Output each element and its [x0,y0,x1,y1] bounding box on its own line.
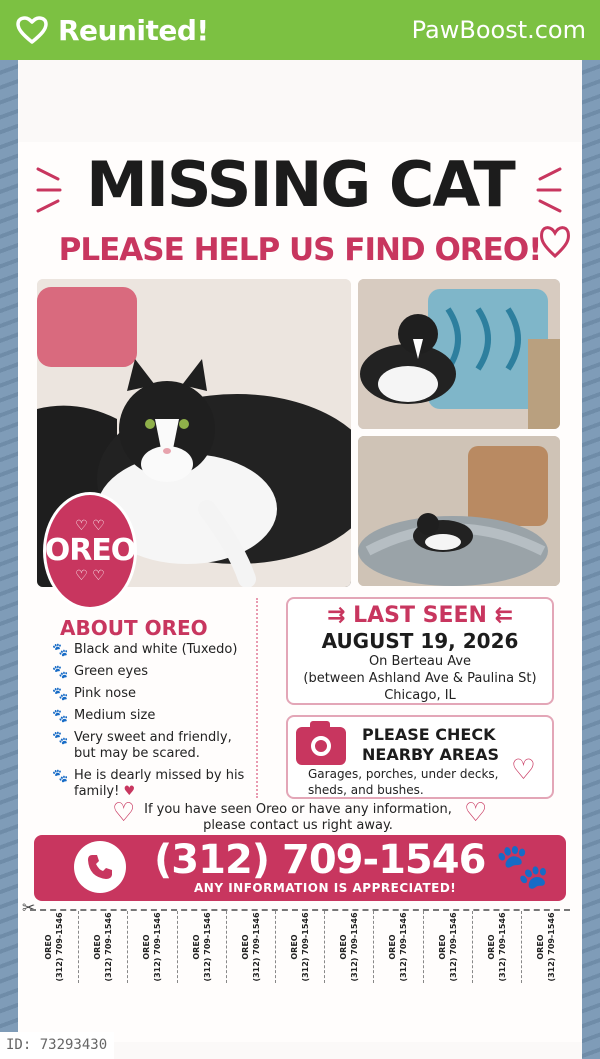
tear-off-tab [473,911,522,983]
list-item [50,708,250,724]
tab-text: OREO (312) 709-1546 [535,912,556,982]
tab-text: OREO (312) 709-1546 [437,912,458,982]
phone-icon [74,841,126,893]
tab-text: OREO (312) 709-1546 [44,912,65,982]
scissors-icon: ✂ [22,898,36,917]
heart-outline-icon: ♡ [112,798,136,828]
rays-icon: ⇇ [486,603,514,628]
tab-text: OREO (312) 709-1546 [290,912,311,982]
tab-text: OREO (312) 709-1546 [339,912,360,982]
paw-icon: 🐾 [52,665,69,680]
about-heading: ABOUT OREO [60,616,208,640]
list-item [50,730,250,762]
phone-number: (312) 709-1546 [154,837,486,883]
about-item-text: He is dearly missed by his family! [74,768,245,799]
tear-off-tab [79,911,128,983]
tear-off-tab [325,911,374,983]
site-logo[interactable]: PawBoost.com [411,16,586,44]
paw-icon: 🐾 [495,841,550,892]
tear-off-tabs [30,909,570,981]
heart-outline-icon [16,16,48,44]
top-banner [0,0,600,60]
about-item-text: Green eyes [74,664,148,679]
paw-icon: 🐾 [52,709,69,724]
flyer-title: MISSING CAT [86,148,514,221]
last-seen-street: On Berteau Ave [368,654,472,669]
cat-photo-couch [358,279,560,429]
about-list [50,642,250,806]
last-seen-city: Chicago, IL [384,688,456,703]
check-areas-box [286,715,554,799]
list-item [50,686,250,702]
last-seen-box [286,597,554,705]
heart-outline-icon [538,220,572,260]
about-item-text: Very sweet and friendly, but may be scared. [74,730,232,761]
about-item-text: Medium size [74,708,156,723]
right-pattern-strip [582,60,600,1059]
paw-icon: 🐾 [52,643,69,658]
tab-text: OREO (312) 709-1546 [388,912,409,982]
about-item-text: Pink nose [74,686,137,701]
check-areas-details: Garages, porches, under decks, sheds, and bushes. [308,767,499,797]
tab-text: OREO (312) 709-1546 [142,912,163,982]
tear-off-tab [178,911,227,983]
check-areas-heading: PLEASE CHECK NEARBY AREAS [362,725,500,764]
list-item [50,642,250,658]
tear-off-tab [374,911,423,983]
photo-id-label: ID: 73293430 [0,1032,114,1059]
paw-icon: 🐾 [52,769,69,784]
flyer-image [18,60,582,1059]
last-seen-cross-streets: (between Ashland Ave & Paulina St) [303,671,537,686]
tab-text: OREO (312) 709-1546 [240,912,261,982]
tab-text: OREO (312) 709-1546 [486,912,507,982]
reunited-label-group [16,14,209,47]
about-item-text: Black and white (Tuxedo) [74,642,238,657]
phone-subtext: ANY INFORMATION IS APPRECIATED! [194,881,457,895]
rays-icon: ⇉ [326,603,354,628]
left-pattern-strip [0,60,18,1059]
badge-name: OREO [44,533,136,568]
contact-note: If you have seen Oreo or have any information, please contact us right away. [144,802,452,833]
phone-banner [34,835,566,901]
heart-icon: ♥ [123,784,136,799]
cat-photo-blanket [358,436,560,586]
tear-off-tab [227,911,276,983]
tab-text: OREO (312) 709-1546 [191,912,212,982]
paw-icon: 🐾 [52,731,69,746]
paw-icon: 🐾 [52,687,69,702]
oreo-name-badge [43,492,137,610]
tear-off-tab [30,911,79,983]
camera-icon [296,727,346,765]
tear-off-tab [128,911,177,983]
heart-icon: ♡ ♡ [75,568,105,584]
reunited-status: Reunited! [58,13,209,47]
heart-outline-icon: ♡ [464,798,488,828]
list-item [50,664,250,680]
heart-outline-icon: ♡ [510,753,536,786]
divider [256,598,258,798]
last-seen-heading: ⇉ LAST SEEN ⇇ [326,603,514,628]
tear-off-tab [276,911,325,983]
flyer-subtitle: PLEASE HELP US FIND OREO! [58,232,542,268]
heart-icon: ♡ ♡ [75,518,105,534]
last-seen-date: AUGUST 19, 2026 [321,629,519,653]
tab-text: OREO (312) 709-1546 [93,912,114,982]
tear-off-tab [522,911,570,983]
list-item [50,768,250,800]
tear-off-tab [424,911,473,983]
